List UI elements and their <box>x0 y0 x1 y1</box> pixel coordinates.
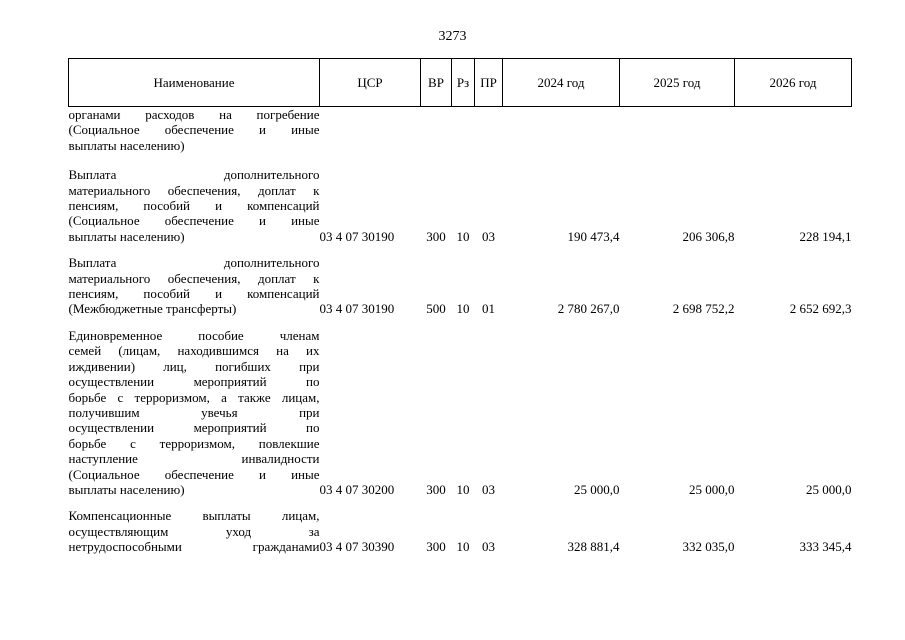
row-name-line: (Социальное обеспечение и иные <box>68 466 320 482</box>
row-name-line: выплаты населению) <box>68 481 185 497</box>
row-csr: 03 4 07 30190 <box>319 301 395 317</box>
budget-table <box>68 58 852 555</box>
row-name-line: осуществляющим уход за <box>68 523 320 539</box>
row-name-line: пенсиям, пособий и компенсаций <box>68 198 320 214</box>
row-name-line: наступление инвалидности <box>68 451 320 467</box>
table-body <box>69 107 852 555</box>
table-row <box>69 107 852 168</box>
row-vr: 300 <box>426 539 446 555</box>
row-csr <box>320 107 421 168</box>
header-2024: 2024 год <box>503 59 620 107</box>
row-rz: 10 <box>456 539 470 555</box>
row-vr: 500 <box>426 301 446 317</box>
row-value-2026 <box>735 107 852 168</box>
row-value-2026: 25 000,0 <box>806 481 852 497</box>
row-name-line: органами расходов на погребение <box>68 107 320 122</box>
row-value-2025: 2 698 752,2 <box>672 301 735 317</box>
row-value-2025: 25 000,0 <box>689 481 735 497</box>
header-2025: 2025 год <box>620 59 735 107</box>
row-name-line: (Социальное обеспечение и иные <box>68 213 320 229</box>
header-name: Наименование <box>69 59 320 107</box>
row-value-2024: 25 000,0 <box>574 481 620 497</box>
row-name-line: Единовременное пособие членам <box>68 327 320 343</box>
row-name-line: выплаты населению) <box>68 228 185 244</box>
row-vr: 300 <box>426 228 446 244</box>
row-rz <box>452 107 475 168</box>
row-name-line: (Межбюджетные трансферты) <box>68 301 237 317</box>
row-rz: 10 <box>456 301 470 317</box>
row-name-line: нетрудоспособными гражданами <box>68 539 320 555</box>
page-number: 3273 <box>438 29 467 44</box>
row-name-line: пенсиям, пособий и компенсаций <box>68 286 320 302</box>
row-name-line: Компенсационные выплаты лицам, <box>68 508 320 524</box>
header-rz: Рз <box>452 59 475 107</box>
row-value-2024: 2 780 267,0 <box>557 301 620 317</box>
table-row <box>69 167 852 255</box>
row-pr: 03 <box>482 228 495 244</box>
row-rz: 10 <box>456 481 470 497</box>
row-value-2024 <box>503 107 620 168</box>
header-csr: ЦСР <box>320 59 421 107</box>
row-name <box>69 255 320 328</box>
header-pr: ПР <box>475 59 503 107</box>
row-name-line: борьбе с терроризмом, повлекшие <box>68 435 320 451</box>
row-pr <box>475 107 503 168</box>
row-value-2025 <box>620 107 735 168</box>
row-value-2025: 332 035,0 <box>682 539 735 555</box>
row-name-line: борьбе с терроризмом, а также лицам, <box>68 389 320 405</box>
table-header <box>69 59 852 107</box>
table-row <box>69 508 852 554</box>
row-name <box>69 508 320 554</box>
row-pr: 03 <box>482 539 495 555</box>
row-name-line: материального обеспечения, доплат к <box>68 182 320 198</box>
row-csr: 03 4 07 30200 <box>319 481 395 497</box>
row-name-line: материального обеспечения, доплат к <box>68 270 320 286</box>
row-name-line: осуществлении мероприятий по <box>68 374 320 390</box>
row-pr: 03 <box>482 481 495 497</box>
row-value-2026: 228 194,1 <box>799 228 852 244</box>
row-value-2024: 328 881,4 <box>567 539 620 555</box>
row-name-line: Выплата дополнительного <box>68 167 320 183</box>
row-vr: 300 <box>426 481 446 497</box>
row-csr: 03 4 07 30390 <box>319 539 395 555</box>
row-value-2024: 190 473,4 <box>567 228 620 244</box>
row-value-2026: 2 652 692,3 <box>789 301 852 317</box>
row-name-line: иждивении) лиц, погибших при <box>68 358 320 374</box>
row-vr <box>421 107 452 168</box>
row-pr: 01 <box>482 301 495 317</box>
row-name <box>69 167 320 255</box>
row-name-line: выплаты населению) <box>68 137 185 153</box>
header-vr: ВР <box>421 59 452 107</box>
row-name-line: (Социальное обеспечение и иные <box>68 122 320 138</box>
row-name-line: получившим увечья при <box>68 404 320 420</box>
row-rz: 10 <box>456 228 470 244</box>
row-name-line: осуществлении мероприятий по <box>68 420 320 436</box>
row-value-2025: 206 306,8 <box>682 228 735 244</box>
header-2026: 2026 год <box>735 59 852 107</box>
table-row <box>69 328 852 508</box>
row-name-line: семей (лицам, находившимся на их <box>68 343 320 359</box>
row-name-line: Выплата дополнительного <box>68 255 320 271</box>
row-name <box>69 328 320 508</box>
table-row <box>69 255 852 328</box>
row-csr: 03 4 07 30190 <box>319 228 395 244</box>
row-value-2026: 333 345,4 <box>799 539 852 555</box>
row-name <box>69 107 320 168</box>
